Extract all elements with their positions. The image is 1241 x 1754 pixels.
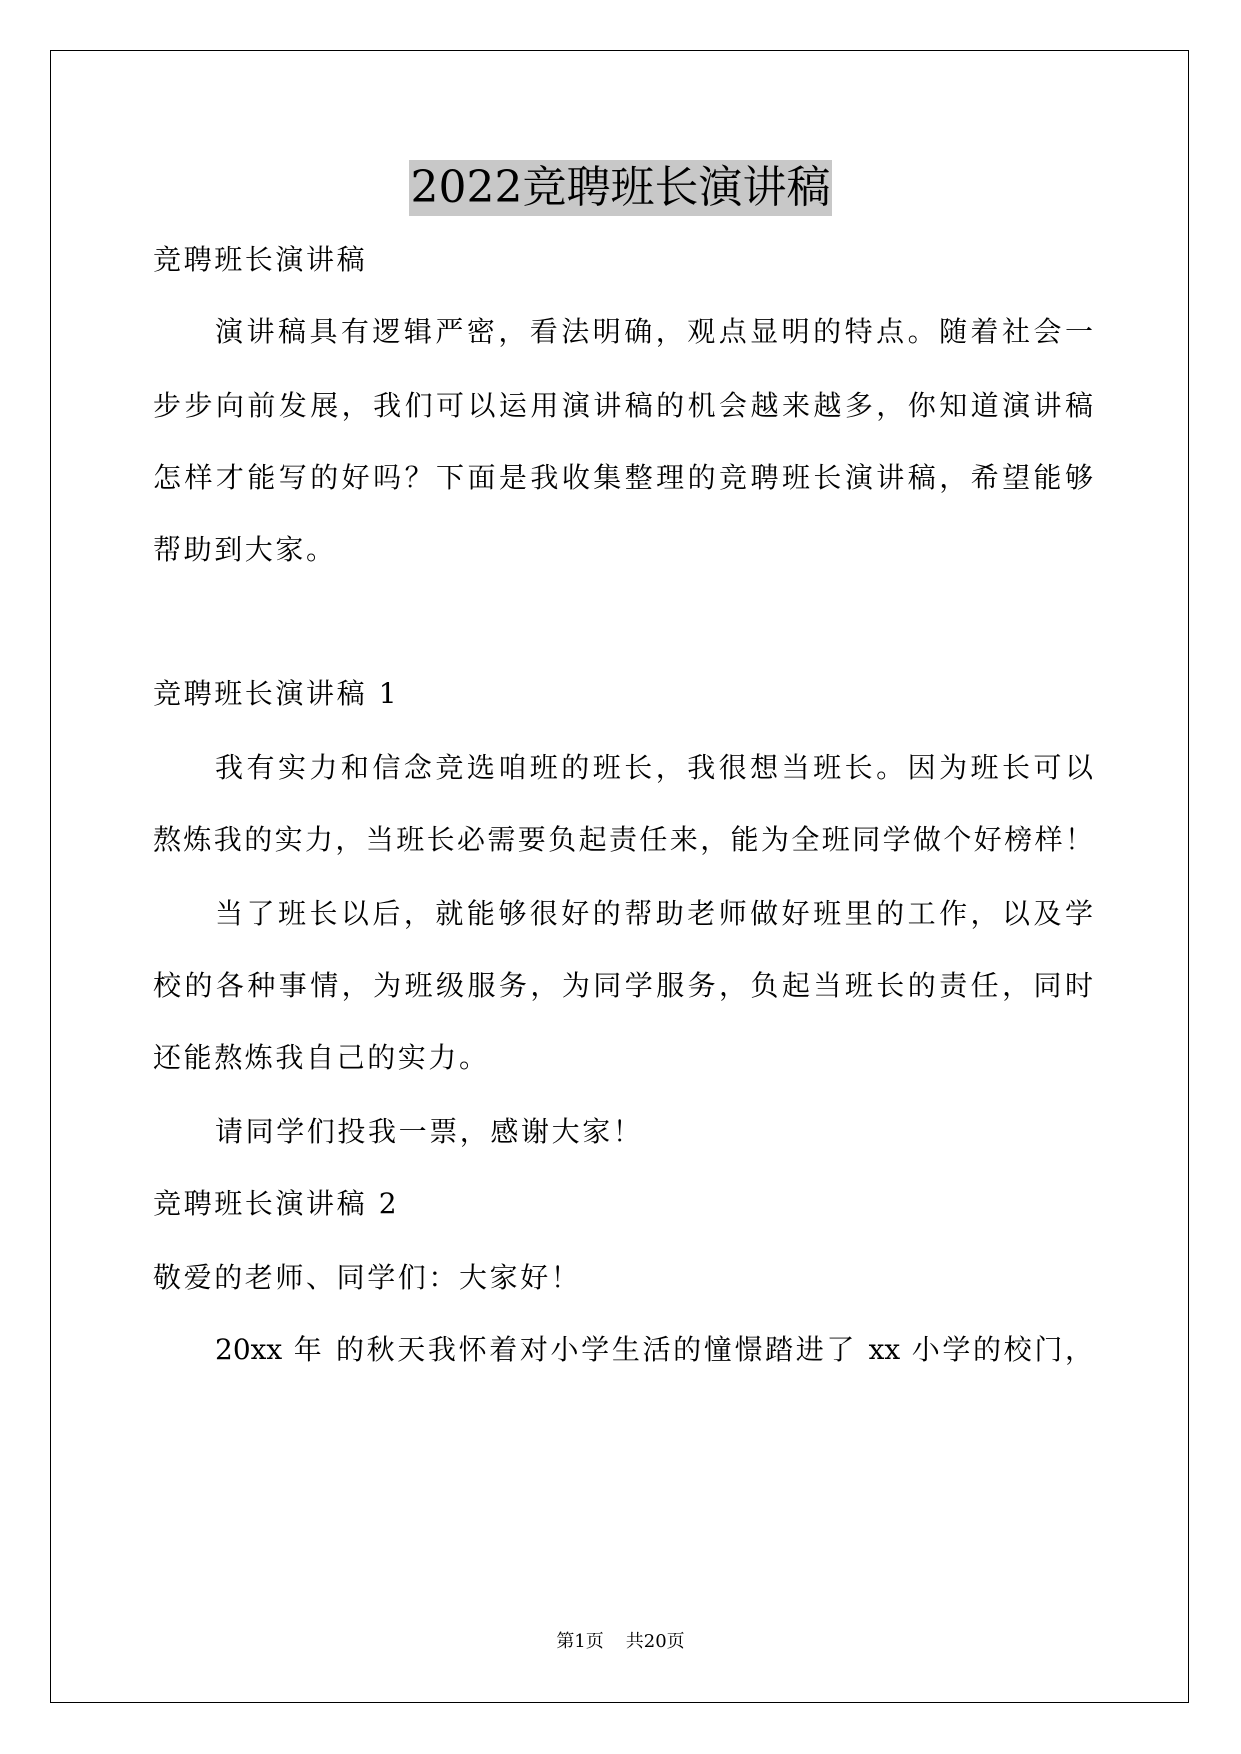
paragraph-line: 当了班长以后，就能够很好的帮助老师做好班里的工作，以及学 xyxy=(215,897,1093,930)
paragraph-line: 熬炼我的实力，当班长必需要负起责任来，能为全班同学做个好榜样！ xyxy=(153,823,1093,856)
section-heading: 竞聘班长演讲稿 2 xyxy=(153,1187,400,1220)
paragraph-line: 20xx 年 的秋天我怀着对小学生活的憧憬踏进了 xx 小学的校门， xyxy=(215,1333,1093,1366)
paragraph-line: 校的各种事情，为班级服务，为同学服务，负起当班长的责任，同时 xyxy=(153,969,1093,1002)
page-number: 第1页 xyxy=(556,1631,604,1652)
title-wrap xyxy=(0,160,1241,216)
page-footer xyxy=(0,1630,1241,1654)
page-border xyxy=(50,50,1189,1703)
paragraph-line: 怎样才能写的好吗？下面是我收集整理的竞聘班长演讲稿，希望能够 xyxy=(153,461,1093,494)
paragraph-line: 我有实力和信念竞选咱班的班长，我很想当班长。因为班长可以 xyxy=(215,751,1093,784)
greeting-line: 敬爱的老师、同学们：大家好！ xyxy=(153,1261,582,1294)
paragraph-line: 帮助到大家。 xyxy=(153,533,337,566)
total-pages: 共20页 xyxy=(625,1631,685,1652)
document-title: 2022竞聘班长演讲稿 xyxy=(409,160,833,216)
paragraph-line: 还能熬炼我自己的实力。 xyxy=(153,1041,490,1074)
section-heading: 竞聘班长演讲稿 1 xyxy=(153,677,400,710)
paragraph-line: 演讲稿具有逻辑严密，看法明确，观点显明的特点。随着社会一 xyxy=(215,315,1093,348)
subtitle-line: 竞聘班长演讲稿 xyxy=(153,243,368,276)
paragraph-line: 步步向前发展，我们可以运用演讲稿的机会越来越多，你知道演讲稿 xyxy=(153,389,1093,422)
paragraph-line: 请同学们投我一票，感谢大家！ xyxy=(215,1115,644,1148)
